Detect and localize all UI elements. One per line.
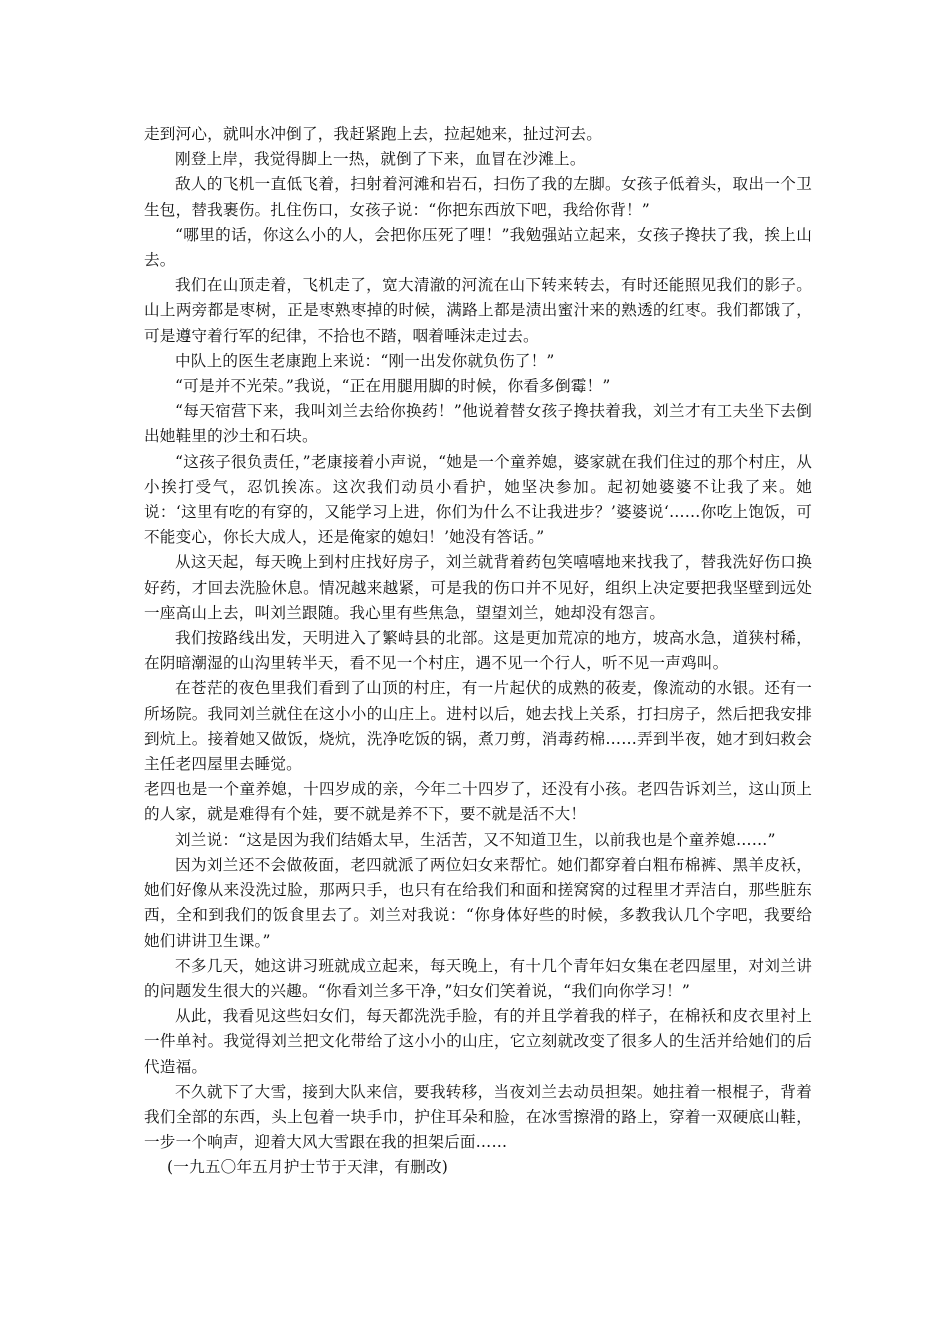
paragraph-10: 从这天起，每天晚上到村庄找好房子，刘兰就背着药包笑嘻嘻地来找我了，替我洗好伤口换好药，才回去洗脸休息。情况越来越紧，可是我的伤口并不见好，组织上决定要把我坚壁到远处一座高山上去，叫刘兰跟随。我心里有些焦急，望望刘兰，她却没有怨言。 [144,553,812,622]
paragraph-16: 不多几天，她这讲习班就成立起来，每天晚上，有十几个青年妇女集在老四屋里，对刘兰讲的问题发生很大的兴趣。“你看刘兰多干净，”妇女们笑着说，“我们向你学习！” [144,956,812,1000]
paragraph-2: 刚登上岸，我觉得脚上一热，就倒了下来，血冒在沙滩上。 [175,150,586,169]
paragraph-14: 刘兰说：“这是因为我们结婚太早，生活苦，又不知道卫生，以前我也是个童养媳……” [175,830,776,849]
footer-note: (一九五〇年五月护士节于天津，有删改) [167,1158,449,1177]
paragraph-9: “这孩子很负责任，”老康接着小声说，“她是一个童养媳，婆家就在我们住过的那个村庄，从小挨打受气，忍饥挨冻。这次我们动员小看护，她坚决参加。起初她婆婆不让我了来。她说：‘这里有吃的有穿的，又能学习上进，你们为什么不让我进步？’婆婆说‘……你吃上饱饭，可不能变心，你长大成人，还是俺家的媳妇！’她没有答话。” [144,452,812,547]
paragraph-11: 我们按路线出发，天明进入了繁峙县的北部。这是更加荒凉的地方，坡高水急，道狭村稀，在阴暗潮湿的山沟里转半天，看不见一个村庄，遇不见一个行人，听不见一声鸡叫。 [144,629,812,673]
paragraph-1: 走到河心，就叫水冲倒了，我赶紧跑上去，拉起她来，扯过河去。 [144,125,603,143]
paragraph-12: 在苍茫的夜色里我们看到了山顶的村庄，有一片起伏的成熟的莜麦，像流动的水银。还有一所场院。我同刘兰就住在这小小的山庄上。进村以后，她去找上关系，打扫房子，然后把我安排到炕上。接着她又做饭，烧炕，洗净吃饭的锅，煮刀剪，消毒药棉……弄到半夜，她才到妇救会主任老四屋里去睡觉。 [144,679,812,774]
paragraph-15: 因为刘兰还不会做莜面，老四就派了两位妇女来帮忙。她们都穿着白粗布棉裤、黑羊皮袄，她们好像从来没洗过脸，那两只手，也只有在给我们和面和搓窝窝的过程里才弄洁白，那些脏东西，全和到我们的饭食里去了。刘兰对我说：“你身体好些的时候，多教我认几个字吧，我要给她们讲讲卫生课。” [144,855,812,950]
paragraph-6: 中队上的医生老康跑上来说：“刚一出发你就负伤了！” [175,351,555,370]
document-page [144,122,812,1181]
paragraph-8: “每天宿营下来，我叫刘兰去给你换药！”他说着替女孩子搀扶着我，刘兰才有工夫坐下去倒出她鞋里的沙土和石块。 [144,402,812,446]
paragraph-18: 不久就下了大雪，接到大队来信，要我转移，当夜刘兰去动员担架。她拄着一根棍子，背着我们全部的东西，头上包着一块手巾，护住耳朵和脸，在冰雪擦滑的路上，穿着一双硬底山鞋，一步一个响声，迎着大风大雪跟在我的担架后面…… [144,1082,812,1152]
paragraph-3: 敌人的飞机一直低飞着，扫射着河滩和岩石，扫伤了我的左脚。女孩子低着头，取出一个卫生包，替我裹伤。扎住伤口，女孩子说：“你把东西放下吧，我给你背！” [144,175,812,219]
paragraph-7: “可是并不光荣。”我说，“正在用腿用脚的时候，你看多倒霉！” [175,377,611,396]
paragraph-4: “哪里的话，你这么小的人，会把你压死了哩！”我勉强站立起来，女孩子搀扶了我，挨上山去。 [144,225,812,270]
paragraph-17: 从此，我看见这些妇女们，每天都洗洗手脸，有的并且学着我的样子，在棉袄和皮衣里衬上一件单衬。我觉得刘兰把文化带给了这小小的山庄，它立刻就改变了很多人的生活并给她们的后代造福。 [144,1007,812,1076]
paragraph-5: 我们在山顶走着，飞机走了，宽大清澈的河流在山下转来转去，有时还能照见我们的影子。山上两旁都是枣树，正是枣熟枣掉的时候，满路上都是渍出蜜汁来的熟透的红枣。我们都饿了，可是遵守着行军的纪律，不拾也不踏，咽着唾沫走过去。 [144,276,812,345]
paragraph-13: 老四也是一个童养媳，十四岁成的亲，今年二十四岁了，还没有小孩。老四告诉刘兰，这山顶上的人家，就是难得有个娃，要不就是养不下，要不就是活不大！ [144,780,812,824]
